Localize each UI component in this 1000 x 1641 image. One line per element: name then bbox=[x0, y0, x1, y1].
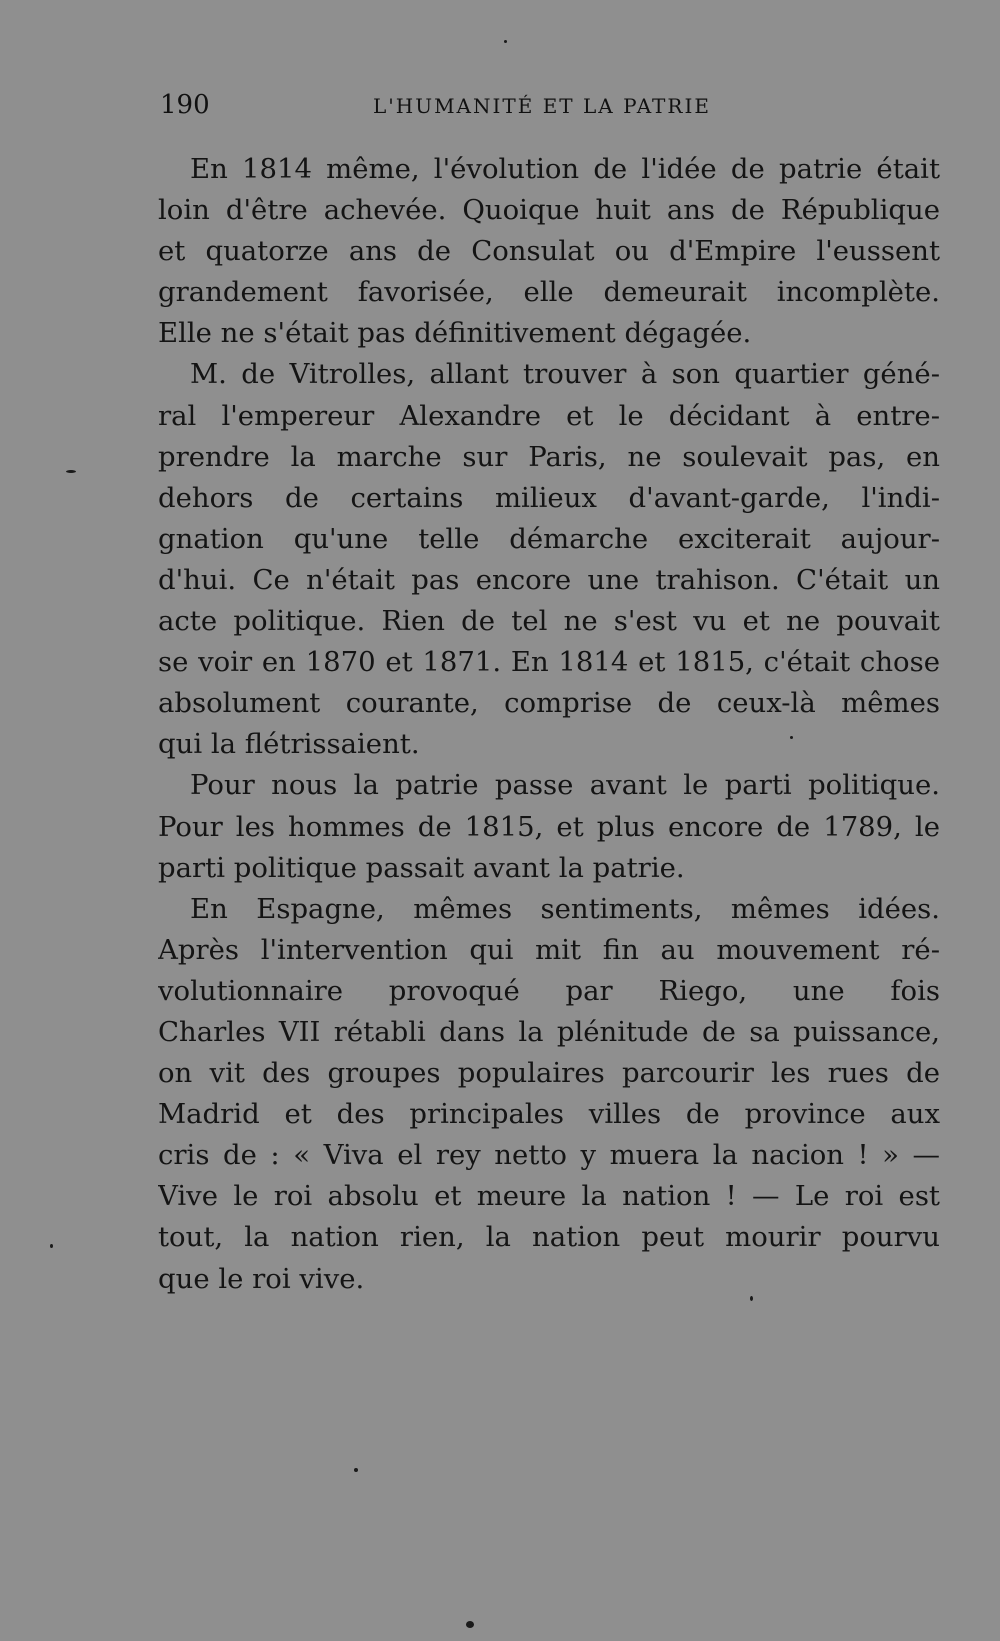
text-line: que le roi vive. bbox=[158, 1262, 365, 1295]
text-line: tout, la nation rien, la nation peut mourir pourvu bbox=[158, 1221, 940, 1254]
text-line: Elle ne s'était pas définitivement dégagée. bbox=[158, 317, 752, 350]
text-line: ral l'empereur Alexandre et le décidant à entre- bbox=[158, 399, 940, 432]
paragraph-4 bbox=[158, 889, 940, 1300]
text-line: Vive le roi absolu et meure la nation ! — Le roi est bbox=[158, 1180, 940, 1213]
paragraph-2 bbox=[158, 354, 940, 765]
text-line: M. de Vitrolles, allant trouver à son quartier géné- bbox=[190, 358, 940, 391]
running-title: L'HUMANITÉ ET LA PATRIE bbox=[373, 94, 711, 118]
text-line: En 1814 même, l'évolution de l'idée de patrie était bbox=[190, 153, 940, 185]
text-line: d'hui. Ce n'était pas encore une trahison. C'était un bbox=[158, 563, 940, 596]
text-line: Pour nous la patrie passe avant le parti politique. bbox=[190, 769, 940, 802]
body-text bbox=[158, 149, 940, 1300]
text-line: En Espagne, mêmes sentiments, mêmes idées. bbox=[190, 892, 940, 925]
scan-speck bbox=[66, 470, 76, 473]
paragraph-3 bbox=[158, 765, 940, 888]
text-line: prendre la marche sur Paris, ne soulevait pas, en bbox=[158, 440, 940, 473]
scan-speck bbox=[790, 736, 793, 739]
text-line: Madrid et des principales villes de province aux bbox=[158, 1098, 940, 1131]
text-line: qui la flétrissaient. bbox=[158, 728, 420, 761]
scan-speck bbox=[466, 1621, 474, 1628]
text-line: Après l'intervention qui mit fin au mouvement ré- bbox=[158, 933, 940, 966]
text-line: grandement favorisée, elle demeurait incomplète. bbox=[158, 276, 940, 309]
text-line: et quatorze ans de Consulat ou d'Empire l'eussent bbox=[158, 235, 940, 268]
text-line: se voir en 1870 et 1871. En 1814 et 1815, c'était chose bbox=[158, 646, 940, 679]
paragraph-1 bbox=[158, 149, 940, 354]
scan-speck bbox=[750, 1296, 753, 1301]
text-line: gnation qu'une telle démarche exciterait aujour- bbox=[158, 522, 940, 555]
text-line: Charles VII rétabli dans la plénitude de sa puissance, bbox=[158, 1015, 940, 1048]
text-line: dehors de certains milieux d'avant-garde, l'indi- bbox=[158, 481, 940, 514]
scan-speck bbox=[50, 1244, 53, 1248]
scan-speck bbox=[504, 40, 507, 43]
page-number: 190 bbox=[160, 90, 210, 120]
text-line: Pour les hommes de 1815, et plus encore de 1789, le bbox=[158, 810, 940, 843]
scan-speck bbox=[354, 1468, 358, 1472]
text-line: absolument courante, comprise de ceux-là mêmes bbox=[158, 687, 940, 720]
text-line: acte politique. Rien de tel ne s'est vu et ne pouvait bbox=[158, 605, 940, 638]
page-header bbox=[160, 90, 950, 130]
text-line: volutionnaire provoqué par Riego, une fois bbox=[158, 974, 940, 1007]
text-line: parti politique passait avant la patrie. bbox=[158, 851, 685, 884]
text-line: cris de : « Viva el rey netto y muera la nacion ! » — bbox=[158, 1139, 940, 1172]
text-line: on vit des groupes populaires parcourir les rues de bbox=[158, 1057, 940, 1090]
text-line: loin d'être achevée. Quoique huit ans de République bbox=[158, 194, 940, 227]
